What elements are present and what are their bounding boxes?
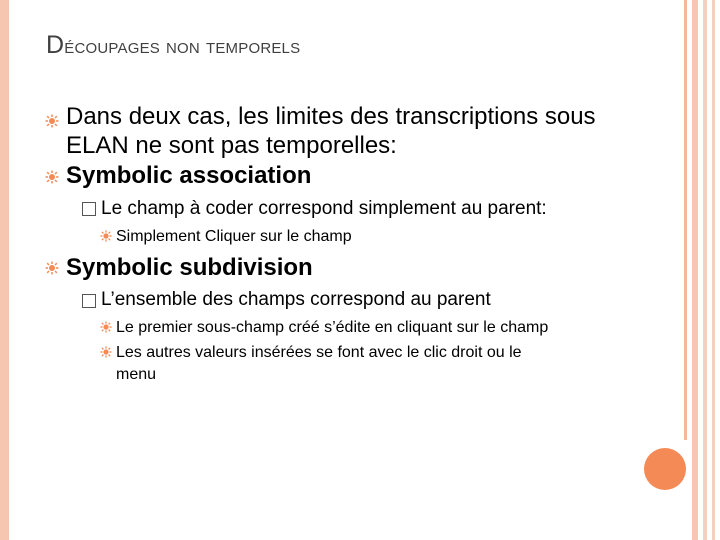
right-decor-stripe bbox=[712, 0, 715, 540]
sun-bullet-icon bbox=[100, 321, 112, 333]
bullet-line bbox=[66, 161, 311, 190]
sub-sub-bullet-line bbox=[116, 364, 156, 386]
checkbox-bullet-icon bbox=[82, 294, 96, 308]
bullet-line bbox=[66, 131, 397, 160]
slide-title bbox=[46, 31, 300, 60]
bullet-heading: Symbolic subdivision bbox=[66, 254, 313, 281]
right-decor-stripe bbox=[692, 0, 698, 540]
decor-circle bbox=[644, 448, 686, 490]
sub-sub-bullet-line bbox=[116, 317, 548, 339]
left-decor-stripe bbox=[0, 0, 9, 540]
bullet-line bbox=[66, 102, 596, 131]
sub-sub-bullet-line bbox=[116, 342, 522, 364]
sub-sub-bullet-line bbox=[116, 226, 352, 248]
sub-bullet-text: L’ensemble des champs correspond au parent bbox=[101, 289, 491, 310]
right-decor-stripe bbox=[684, 0, 687, 440]
sub-sub-bullet-text: Les autres valeurs insérées se font avec le clic droit ou le bbox=[116, 344, 522, 361]
sub-bullet-line bbox=[101, 197, 547, 221]
sun-bullet-icon bbox=[100, 230, 112, 242]
bullet-text: ELAN ne sont pas temporelles: bbox=[66, 132, 397, 159]
right-decor-stripe bbox=[703, 0, 707, 540]
title-initial: D bbox=[46, 31, 65, 59]
sun-bullet-icon bbox=[45, 261, 59, 275]
sub-sub-bullet-text: menu bbox=[116, 366, 157, 383]
bullet-text: Dans deux cas, les limites des transcriptions sous bbox=[66, 103, 596, 130]
sub-sub-bullet-text: Simplement Cliquer sur le champ bbox=[116, 228, 352, 245]
sun-bullet-icon bbox=[100, 346, 112, 358]
sun-bullet-icon bbox=[45, 170, 59, 184]
sub-sub-bullet-text: Le premier sous-champ créé s’édite en cliquant sur le champ bbox=[116, 319, 549, 336]
title-rest: écoupages non temporels bbox=[64, 35, 301, 58]
sun-bullet-icon bbox=[45, 114, 59, 128]
bullet-heading: Symbolic association bbox=[66, 162, 312, 189]
bullet-line bbox=[66, 253, 313, 282]
checkbox-bullet-icon bbox=[82, 202, 96, 216]
sub-bullet-text: Le champ à coder correspond simplement au parent: bbox=[101, 198, 547, 219]
sub-bullet-line bbox=[101, 288, 491, 312]
